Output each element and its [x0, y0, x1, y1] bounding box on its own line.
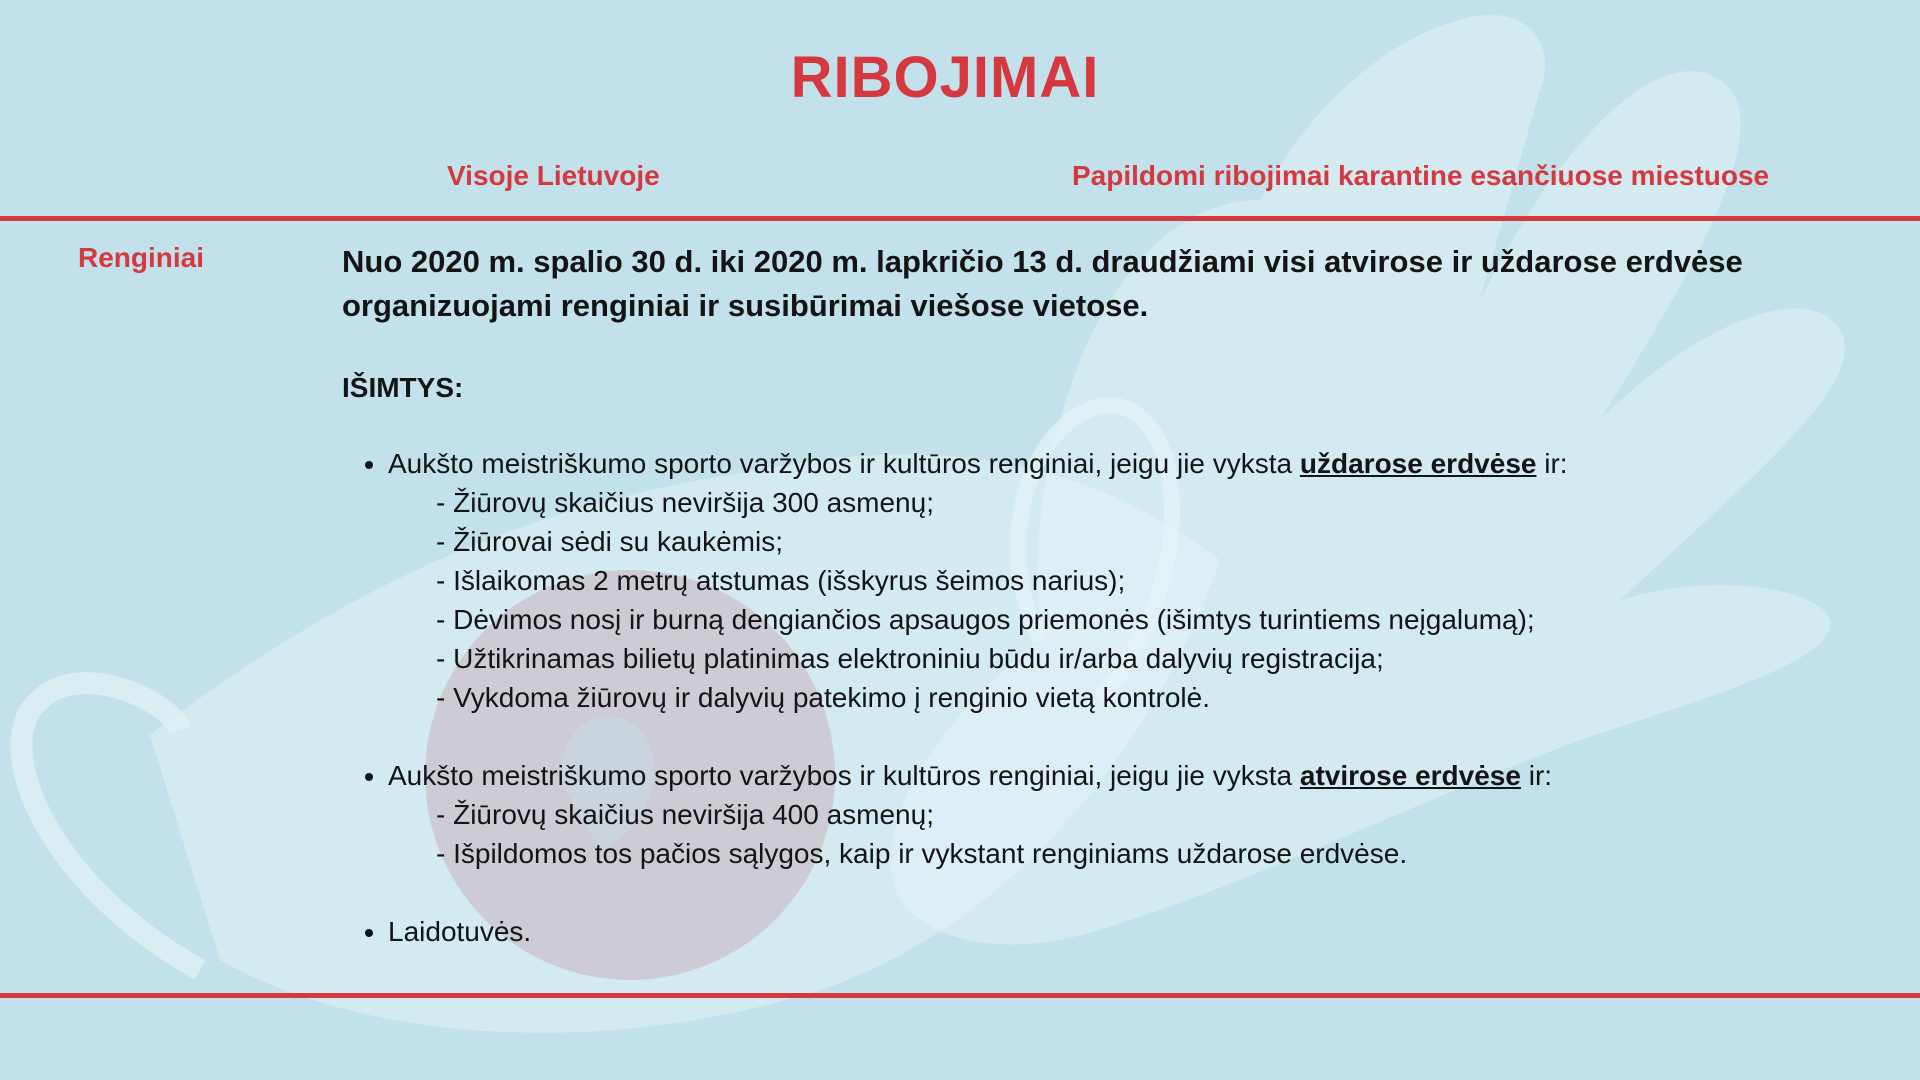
exception-item-outdoor: [388, 756, 1902, 873]
exception-item-funerals: [388, 912, 1902, 951]
row-label-events: Renginiai: [78, 242, 205, 273]
condition-item: - Vykdoma žiūrovų ir dalyvių patekimo į renginio vietą kontrolė.: [436, 682, 1210, 713]
exception-text-after: ir:: [1536, 448, 1568, 479]
conditions-list: [388, 483, 1902, 717]
exceptions-list: [342, 444, 1902, 951]
condition-item: - Žiūrovai sėdi su kaukėmis;: [436, 526, 784, 557]
condition-item: - Dėvimos nosį ir burną dengiančios apsaugos priemonės (išimtys turintiems neįgalumą);: [436, 604, 1535, 635]
bottom-divider: [0, 993, 1920, 998]
condition-item: - Žiūrovų skaičius neviršija 300 asmenų;: [436, 487, 934, 518]
exception-text-after: ir:: [1520, 760, 1553, 791]
exception-text: Aukšto meistriškumo sporto varžybos ir kultūros renginiai, jeigu jie vyksta: [388, 448, 1300, 479]
condition-item: - Išlaikomas 2 metrų atstumas (išskyrus šeimos narius);: [436, 565, 1126, 596]
column-heading-quarantine-cities: Papildomi ribojimai karantine esančiuose miestuose: [1072, 160, 1770, 191]
top-divider: [0, 216, 1920, 221]
exception-text: Laidotuvės.: [388, 916, 532, 947]
exception-text: Aukšto meistriškumo sporto varžybos ir kultūros renginiai, jeigu jie vyksta: [388, 760, 1300, 791]
exceptions-heading: IŠIMTYS:: [342, 372, 464, 403]
exception-emphasis: uždarose erdvėse: [1299, 448, 1537, 479]
condition-item: - Išpildomos tos pačios sąlygos, kaip ir vykstant renginiams uždarose erdvėse.: [436, 838, 1408, 869]
conditions-list: [388, 795, 1902, 873]
exception-emphasis: atvirose erdvėse: [1299, 760, 1521, 791]
exception-item-indoor: [388, 444, 1902, 717]
events-ban-text: Nuo 2020 m. spalio 30 d. iki 2020 m. lapkričio 13 d. draudžiami visi atvirose ir uždarose erdvėse organizuojami renginiai ir susibūrimai viešose vietose.: [342, 244, 1743, 323]
events-content: [342, 240, 1902, 951]
condition-item: - Žiūrovų skaičius neviršija 400 asmenų;: [436, 799, 934, 830]
column-heading-all-lithuania: Visoje Lietuvoje: [447, 160, 660, 191]
condition-item: - Užtikrinamas bilietų platinimas elektroniniu būdu ir/arba dalyvių registracija;: [436, 643, 1384, 674]
page-title: RIBOJIMAI: [790, 45, 1100, 110]
